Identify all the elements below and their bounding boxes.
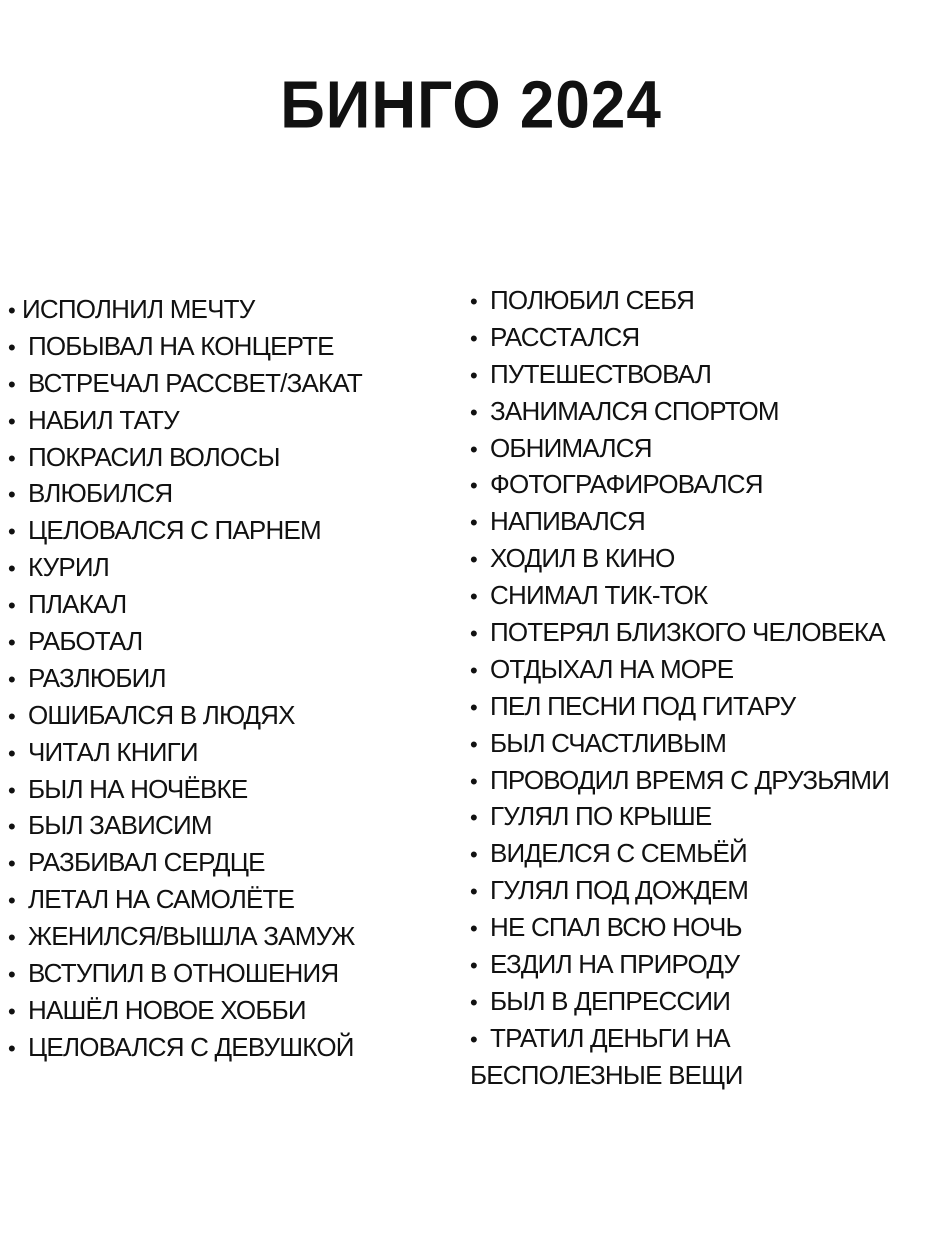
bullet-icon: • — [470, 879, 477, 905]
page-title: БИНГО 2024 — [280, 68, 662, 143]
bullet-icon: • — [470, 1026, 477, 1052]
bullet-icon: • — [470, 510, 477, 536]
bullet-icon: • — [8, 298, 15, 323]
list-item — [470, 983, 942, 1020]
item-label: ПЛАКАЛ — [28, 589, 127, 620]
bullet-icon: • — [470, 916, 477, 942]
bullet-icon: • — [470, 953, 477, 979]
list-item — [8, 623, 448, 660]
bullet-icon: • — [8, 962, 15, 988]
bullet-icon: • — [470, 436, 477, 462]
item-label: ТРАТИЛ ДЕНЬГИ НА — [490, 1022, 730, 1053]
list-item — [470, 651, 942, 688]
list-item — [8, 402, 448, 439]
item-label: ЕЗДИЛ НА ПРИРОДУ — [490, 949, 740, 980]
bullet-icon: • — [470, 547, 477, 573]
bullet-icon: • — [470, 694, 477, 720]
bullet-icon: • — [8, 888, 15, 914]
bullet-icon: • — [8, 703, 15, 729]
list-item — [470, 872, 942, 909]
bullet-icon: • — [8, 998, 15, 1024]
item-label: ПОКРАСИЛ ВОЛОСЫ — [28, 441, 280, 472]
list-item — [8, 1029, 448, 1066]
list-item — [470, 393, 942, 430]
bullet-icon: • — [470, 584, 477, 610]
bullet-icon: • — [8, 777, 15, 803]
bullet-icon: • — [8, 630, 15, 656]
list-item — [8, 291, 448, 328]
bullet-icon: • — [8, 556, 15, 582]
list-item — [8, 439, 448, 476]
bullet-icon: • — [8, 482, 15, 508]
item-label: БЫЛ ЗАВИСИМ — [28, 810, 212, 841]
list-item — [8, 807, 448, 844]
list-item — [470, 835, 942, 872]
item-label: НЕ СПАЛ ВСЮ НОЧЬ — [490, 912, 742, 943]
list-item — [470, 356, 942, 393]
item-label: БЫЛ СЧАСТЛИВЫМ — [490, 727, 727, 758]
list-item — [8, 549, 448, 586]
list-item — [8, 697, 448, 734]
bullet-icon: • — [470, 842, 477, 868]
item-label: ХОДИЛ В КИНО — [490, 543, 675, 574]
list-item — [8, 512, 448, 549]
item-label: РАЗБИВАЛ СЕРДЦЕ — [28, 847, 265, 878]
list-item — [8, 881, 448, 918]
item-label: РАССТАЛСЯ — [490, 321, 640, 352]
bullet-icon: • — [470, 731, 477, 757]
item-label: ПОТЕРЯЛ БЛИЗКОГО ЧЕЛОВЕКА — [490, 617, 885, 648]
bullet-icon: • — [8, 925, 15, 951]
item-label: ГУЛЯЛ ПОД ДОЖДЕМ — [490, 875, 749, 906]
item-label: ЧИТАЛ КНИГИ — [28, 736, 198, 767]
bullet-icon: • — [470, 399, 477, 425]
item-label: ОШИБАЛСЯ В ЛЮДЯХ — [28, 699, 295, 730]
list-item — [470, 725, 942, 762]
bullet-icon: • — [8, 814, 15, 840]
item-label: НАШЁЛ НОВОЕ ХОББИ — [28, 994, 306, 1025]
item-label: ВСТУПИЛ В ОТНОШЕНИЯ — [28, 958, 339, 989]
item-label: ЗАНИМАЛСЯ СПОРТОМ — [490, 395, 779, 426]
bullet-icon: • — [470, 621, 477, 647]
list-item — [8, 771, 448, 808]
bullet-icon: • — [470, 989, 477, 1015]
list-item — [470, 946, 942, 983]
list-item — [470, 319, 942, 356]
bullet-icon: • — [8, 371, 15, 397]
item-label: ЦЕЛОВАЛСЯ С ДЕВУШКОЙ — [28, 1031, 354, 1062]
list-item — [8, 844, 448, 881]
item-label: ВСТРЕЧАЛ РАССВЕТ/ЗАКАТ — [28, 367, 362, 398]
list-item — [8, 328, 448, 365]
bullet-icon: • — [470, 289, 477, 314]
bullet-icon: • — [470, 325, 477, 351]
bullet-icon: • — [8, 740, 15, 766]
item-label: ПУТЕШЕСТВОВАЛ — [490, 358, 712, 389]
list-item — [470, 540, 942, 577]
bullet-icon: • — [470, 768, 477, 794]
list-item — [8, 660, 448, 697]
list-item — [8, 586, 448, 623]
list-item — [470, 688, 942, 725]
item-label: ПОЛЮБИЛ СЕБЯ — [490, 285, 695, 315]
item-label: БЫЛ В ДЕПРЕССИИ — [490, 985, 731, 1016]
list-item — [470, 798, 942, 835]
item-label: ВЛЮБИЛСЯ — [28, 478, 173, 509]
list-item — [470, 430, 942, 467]
item-label: ГУЛЯЛ ПО КРЫШЕ — [490, 801, 712, 832]
item-label: СНИМАЛ ТИК-ТОК — [490, 580, 708, 611]
list-item — [8, 734, 448, 771]
bullet-icon: • — [470, 362, 477, 388]
item-label: ОБНИМАЛСЯ — [490, 432, 652, 463]
item-label: НАБИЛ ТАТУ — [28, 404, 179, 435]
list-item — [8, 475, 448, 512]
list-item — [470, 614, 942, 651]
bullet-icon: • — [8, 445, 15, 471]
bullet-icon: • — [8, 851, 15, 877]
bingo-list-right — [470, 282, 942, 1094]
list-item — [8, 918, 448, 955]
item-label: ЖЕНИЛСЯ/ВЫШЛА ЗАМУЖ — [28, 921, 355, 952]
item-label: ЛЕТАЛ НА САМОЛЁТЕ — [28, 884, 295, 915]
item-label: ПОБЫВАЛ НА КОНЦЕРТЕ — [28, 330, 334, 361]
bullet-icon: • — [8, 1035, 15, 1061]
bullet-icon: • — [8, 666, 15, 692]
list-item — [8, 992, 448, 1029]
item-label: РАБОТАЛ — [28, 626, 143, 657]
list-item-continuation: БЕСПОЛЕЗНЫЕ ВЕЩИ — [470, 1059, 743, 1090]
bullet-icon: • — [8, 593, 15, 619]
item-label: ОТДЫХАЛ НА МОРЕ — [490, 653, 734, 684]
list-item — [470, 503, 942, 540]
list-item — [470, 282, 942, 319]
item-label: ЦЕЛОВАЛСЯ С ПАРНЕМ — [28, 515, 321, 546]
list-item — [470, 762, 942, 799]
list-item — [470, 1020, 942, 1057]
item-label: ПРОВОДИЛ ВРЕМЯ С ДРУЗЬЯМИ — [490, 764, 890, 795]
bullet-icon: • — [470, 805, 477, 831]
bingo-list-left — [8, 291, 448, 1066]
item-label: ВИДЕЛСЯ С СЕМЬЁЙ — [490, 838, 747, 869]
list-item — [470, 466, 942, 503]
item-label: ИСПОЛНИЛ МЕЧТУ — [22, 294, 255, 324]
list-item — [470, 909, 942, 946]
item-label: КУРИЛ — [28, 552, 110, 583]
item-label: ФОТОГРАФИРОВАЛСЯ — [490, 469, 763, 500]
item-label: НАПИВАЛСЯ — [490, 506, 646, 537]
list-item — [470, 577, 942, 614]
list-item — [8, 955, 448, 992]
bullet-icon: • — [8, 334, 15, 360]
bullet-icon: • — [8, 408, 15, 434]
list-item — [8, 365, 448, 402]
bullet-icon: • — [8, 519, 15, 545]
item-label: ПЕЛ ПЕСНИ ПОД ГИТАРУ — [490, 690, 796, 721]
item-label: БЫЛ НА НОЧЁВКЕ — [28, 773, 248, 804]
bullet-icon: • — [470, 657, 477, 683]
bullet-icon: • — [470, 473, 477, 499]
item-label: РАЗЛЮБИЛ — [28, 662, 166, 693]
